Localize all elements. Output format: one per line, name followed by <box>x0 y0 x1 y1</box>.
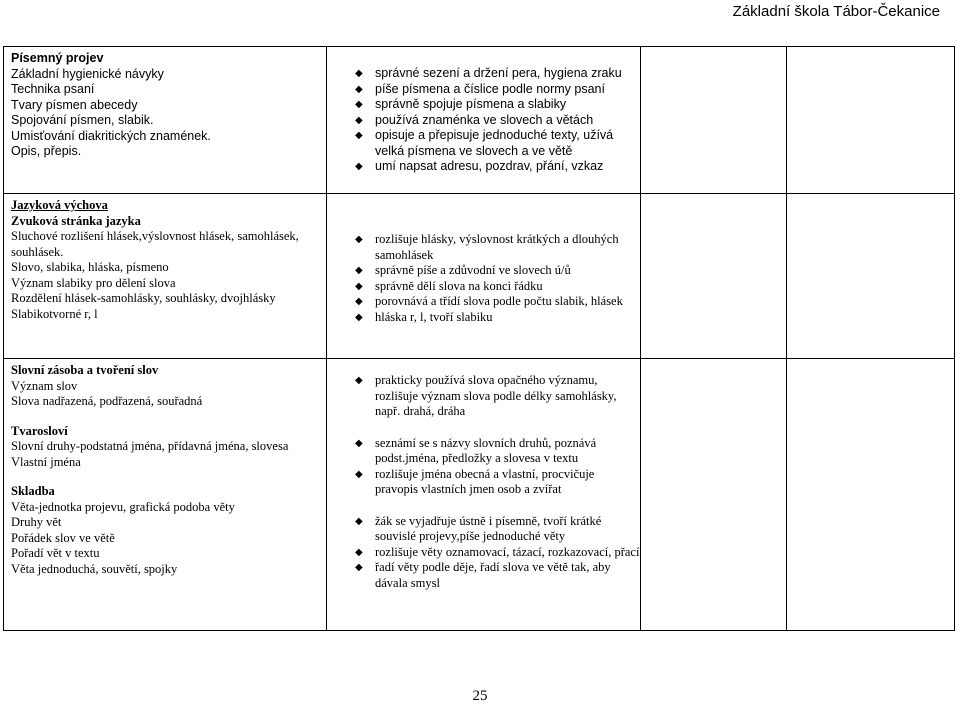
outcome-list <box>327 66 640 175</box>
page-number: 25 <box>472 688 488 704</box>
list-item: ◆ seznámí se s názvy slovních druhů, poznává podst.jména, předložky a slovesa v textu <box>355 436 640 467</box>
topic-line: Vlastní jména <box>11 454 81 469</box>
list-item: ◆ správně spojuje písmena a slabiky <box>355 97 640 113</box>
topic-line: Opis, přepis. <box>11 144 82 158</box>
spacer <box>11 410 320 424</box>
topic-cell <box>4 194 327 359</box>
table-row <box>4 47 955 194</box>
list-item: ◆ správné sezení a držení pera, hygiena zraku <box>355 66 640 82</box>
topic-line: Spojování písmen, slabik. <box>11 113 154 127</box>
list-item: ◆ umí napsat adresu, pozdrav, přání, vzkaz <box>355 159 640 175</box>
empty-cell <box>641 194 787 359</box>
list-item: ◆ rozlišuje hlásky, výslovnost krátkých a dlouhých samohlásek <box>355 232 640 263</box>
topic-cell <box>4 47 327 194</box>
list-item: ◆ žák se vyjadřuje ústně i písemně, tvoří krátké souvislé projevy,píše jednoduché věty <box>355 514 640 545</box>
list-item: ◆ správně dělí slova na konci řádku <box>355 279 640 295</box>
topic-line: Pořádek slov ve větě <box>11 530 115 545</box>
list-item: ◆ řadí věty podle děje, řadí slova ve větě tak, aby dávala smysl <box>355 560 640 591</box>
list-item: ◆ píše písmena a číslice podle normy psaní <box>355 82 640 98</box>
outcome-list <box>327 373 640 420</box>
topic-line: Základní hygienické návyky <box>11 66 164 81</box>
outcome-cell <box>327 47 641 194</box>
topic-line: Věta-jednotka projevu, grafická podoba věty <box>11 499 235 514</box>
topic-line: Význam slov <box>11 378 78 393</box>
topic-line: Slovní druhy-podstatná jména, přídavná jména, slovesa <box>11 439 289 453</box>
topic-subheading: Zvuková stránka jazyka <box>11 213 141 228</box>
topic-line: Slabikotvorné r, l <box>11 306 98 321</box>
school-header: Základní škola Tábor-Čekanice <box>732 3 940 20</box>
topic-heading: Písemný projev <box>11 51 104 65</box>
list-item: ◆ používá znaménka ve slovech a větách <box>355 113 640 129</box>
empty-cell <box>641 359 787 631</box>
topic-line: Sluchové rozlišení hlásek,výslovnost hlásek, samohlásek, souhlásek. <box>11 229 299 259</box>
outcome-list <box>327 514 640 592</box>
topic-cell <box>4 359 327 631</box>
topic-heading: Tvarosloví <box>11 423 68 438</box>
list-item: ◆ opisuje a přepisuje jednoduché texty, užívá velká písmena ve slovech a ve větě <box>355 128 640 159</box>
outcome-list <box>327 232 640 325</box>
topic-line: Význam slabiky pro dělení slova <box>11 275 176 290</box>
topic-heading: Skladba <box>11 484 55 498</box>
empty-cell <box>787 47 955 194</box>
spacer <box>11 470 320 484</box>
topic-heading: Slovní zásoba a tvoření slov <box>11 363 159 377</box>
list-item: ◆ hláska r, l, tvoří slabiku <box>355 310 640 326</box>
topic-line: Věta jednoduchá, souvětí, spojky <box>11 561 178 576</box>
list-item: ◆ rozlišuje jména obecná a vlastní, procvičuje pravopis vlastních jmen osob a zvířat <box>355 467 640 498</box>
list-item: ◆ porovnává a třídí slova podle počtu slabik, hlásek <box>355 294 640 310</box>
table-row <box>4 194 955 359</box>
empty-cell <box>787 194 955 359</box>
topic-line: Rozdělení hlásek-samohlásky, souhlásky, dvojhlásky <box>11 291 276 305</box>
empty-cell <box>641 47 787 194</box>
curriculum-table <box>3 46 955 631</box>
outcome-cell <box>327 194 641 359</box>
table-row <box>4 359 955 631</box>
topic-line: Umisťování diakritických znamének. <box>11 128 211 143</box>
list-item: ◆ rozlišuje věty oznamovací, tázací, rozkazovací, přací <box>355 545 640 561</box>
topic-line: Slova nadřazená, podřazená, souřadná <box>11 394 203 408</box>
list-item: ◆ prakticky používá slova opačného významu, rozlišuje význam slova podle délky samohlásky, např. drahá, dráha <box>355 373 640 420</box>
topic-line: Tvary písmen abecedy <box>11 97 138 112</box>
list-item: ◆ správně píše a zdůvodní ve slovech ú/ů <box>355 263 640 279</box>
topic-heading: Jazyková výchova <box>11 198 108 212</box>
empty-cell <box>787 359 955 631</box>
spacer <box>327 420 640 436</box>
outcome-cell <box>327 359 641 631</box>
topic-line: Slovo, slabika, hláska, písmeno <box>11 260 169 274</box>
outcome-list <box>327 436 640 498</box>
spacer <box>327 498 640 514</box>
topic-line: Druhy vět <box>11 515 62 529</box>
topic-line: Technika psaní <box>11 82 95 96</box>
topic-line: Pořadí vět v textu <box>11 546 100 560</box>
